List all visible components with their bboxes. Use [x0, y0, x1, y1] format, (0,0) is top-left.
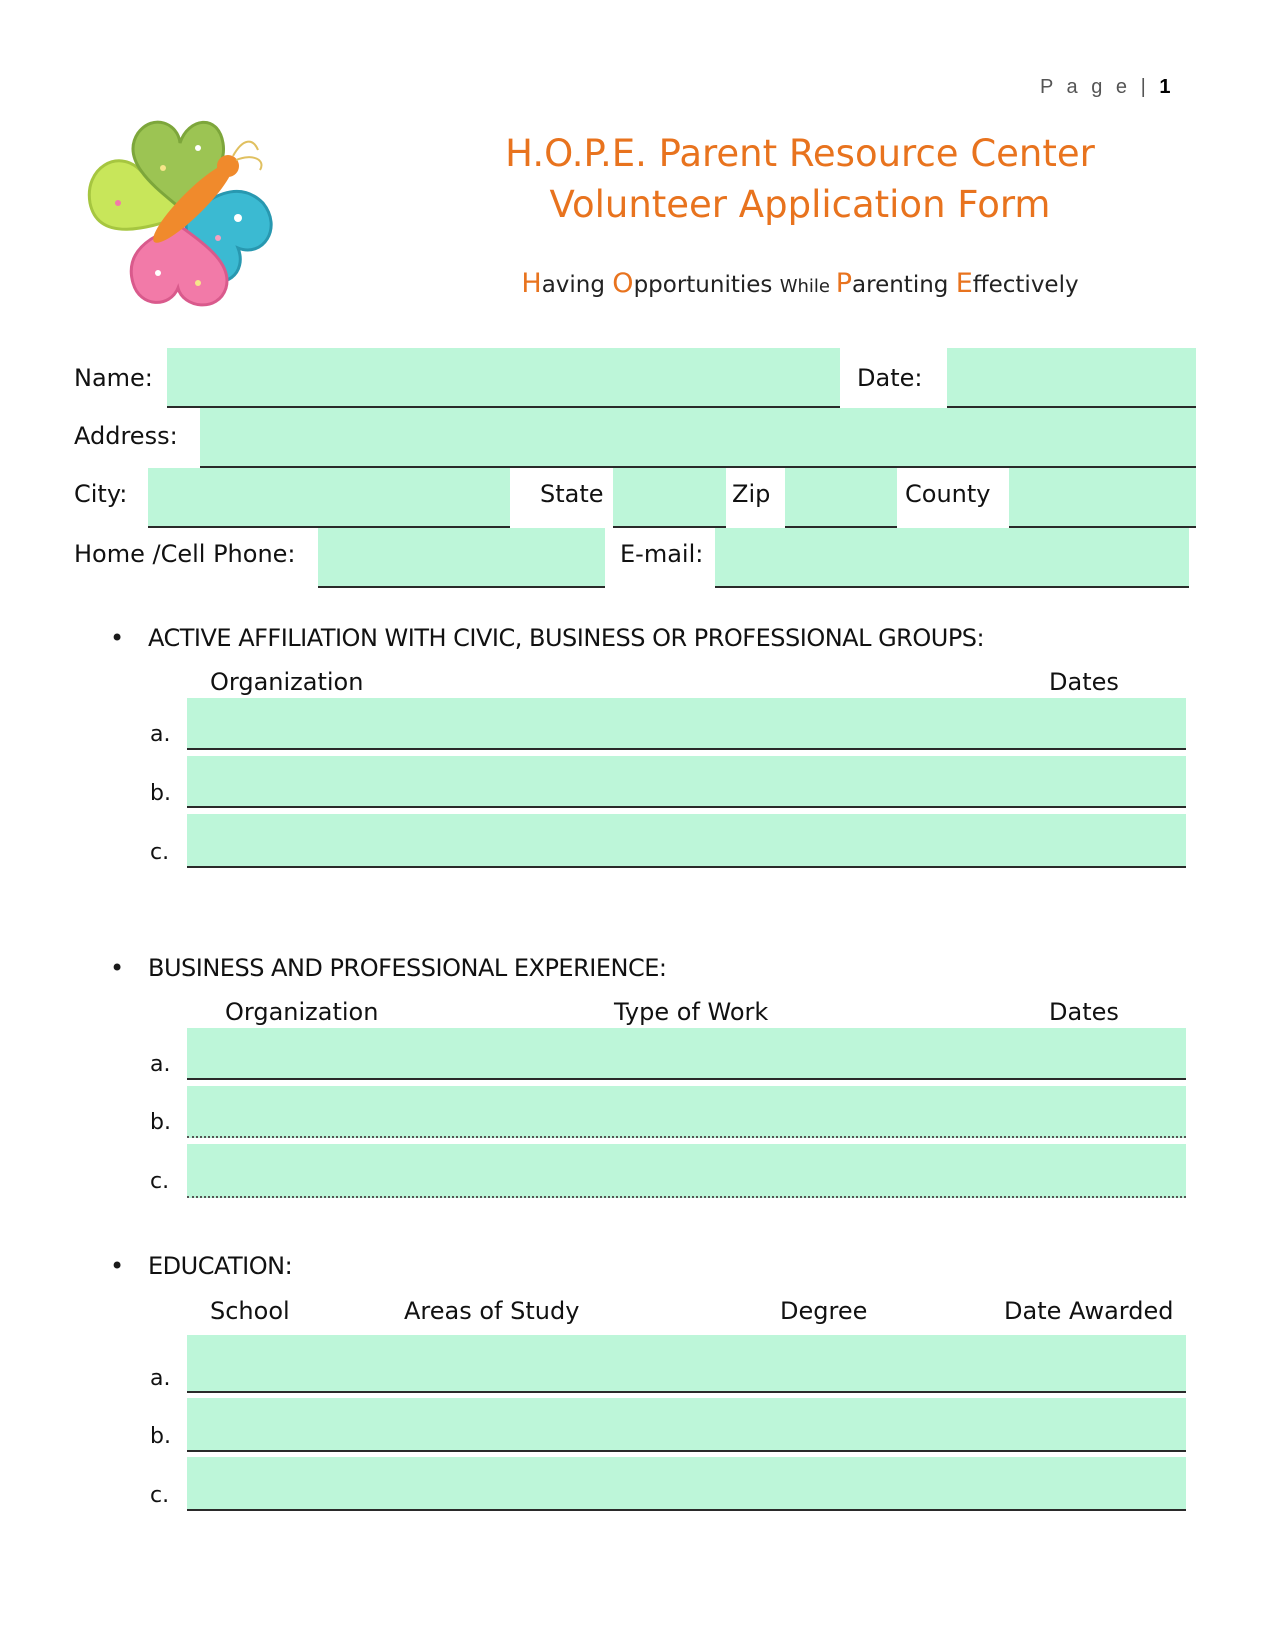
page-number: [1040, 76, 1170, 99]
experience-row-c-label: c.: [150, 1169, 170, 1194]
education-row-a-label: a.: [150, 1366, 171, 1391]
city-field[interactable]: [148, 468, 510, 528]
education-col-date-awarded: Date Awarded: [1004, 1297, 1174, 1325]
experience-col-dates: Dates: [1049, 998, 1119, 1026]
experience-bullet: •: [110, 954, 125, 982]
experience-title: BUSINESS AND PROFESSIONAL EXPERIENCE:: [148, 954, 667, 982]
experience-row-b-label: b.: [150, 1110, 171, 1135]
date-label: Date:: [857, 364, 923, 392]
education-row-b-field[interactable]: [187, 1398, 1186, 1452]
email-label: E-mail:: [620, 540, 704, 568]
date-field[interactable]: [947, 348, 1196, 408]
tagline-p-rest: arenting: [852, 272, 956, 298]
experience-row-c-field[interactable]: [187, 1144, 1186, 1198]
education-row-c-label: c.: [150, 1483, 170, 1508]
education-col-areas-of-study: Areas of Study: [404, 1297, 580, 1325]
experience-col-type-of-work: Type of Work: [614, 998, 769, 1026]
county-label: County: [905, 480, 991, 508]
state-label: State: [540, 480, 604, 508]
tagline-h-cap: H: [521, 268, 542, 299]
zip-field[interactable]: [785, 468, 897, 528]
county-field[interactable]: [1009, 468, 1196, 528]
name-field[interactable]: [167, 348, 840, 408]
education-col-school: School: [210, 1297, 290, 1325]
form-title-line2: Volunteer Application Form: [549, 183, 1051, 226]
zip-label: Zip: [732, 480, 771, 508]
phone-label: Home /Cell Phone:: [74, 540, 296, 568]
phone-field[interactable]: [318, 528, 605, 588]
city-label: City:: [74, 480, 128, 508]
butterfly-logo-icon: [78, 108, 288, 318]
tagline-o-rest: pportunities: [633, 272, 780, 298]
page-number-value: 1: [1159, 76, 1171, 98]
experience-row-b-field[interactable]: [187, 1086, 1186, 1138]
education-row-c-field[interactable]: [187, 1457, 1186, 1511]
tagline-while: While: [779, 276, 836, 297]
affiliation-row-a-label: a.: [150, 722, 171, 747]
affiliation-row-c-field[interactable]: [187, 814, 1186, 868]
affiliation-row-a-field[interactable]: [187, 698, 1186, 750]
education-bullet: •: [110, 1252, 125, 1280]
tagline: [440, 268, 1160, 299]
affiliation-row-c-label: c.: [150, 840, 170, 865]
affiliation-title: ACTIVE AFFILIATION WITH CIVIC, BUSINESS OR PROFESSIONAL GROUPS:: [148, 624, 985, 652]
education-col-degree: Degree: [780, 1297, 868, 1325]
form-title-line1: H.O.P.E. Parent Resource Center: [505, 132, 1095, 175]
page-label: P a g e: [1040, 76, 1132, 98]
education-row-b-label: b.: [150, 1424, 171, 1449]
affiliation-col-dates: Dates: [1049, 668, 1119, 696]
affiliation-col-organization: Organization: [210, 668, 364, 696]
education-title: EDUCATION:: [148, 1252, 293, 1280]
tagline-h-rest: aving: [541, 272, 613, 298]
email-field[interactable]: [715, 528, 1189, 588]
state-field[interactable]: [613, 468, 726, 528]
tagline-p-cap: P: [835, 268, 853, 299]
address-field[interactable]: [200, 408, 1196, 468]
affiliation-row-b-label: b.: [150, 781, 171, 806]
affiliation-row-b-field[interactable]: [187, 756, 1186, 808]
name-label: Name:: [74, 364, 153, 392]
experience-row-a-field[interactable]: [187, 1028, 1186, 1080]
tagline-e-rest: ffectively: [972, 272, 1079, 298]
experience-col-organization: Organization: [225, 998, 379, 1026]
page-separator: |: [1140, 76, 1150, 98]
affiliation-bullet: •: [110, 624, 125, 652]
tagline-e-cap: E: [955, 268, 973, 299]
address-label: Address:: [74, 422, 178, 450]
tagline-o-cap: O: [612, 268, 634, 299]
education-row-a-field[interactable]: [187, 1335, 1186, 1393]
experience-row-a-label: a.: [150, 1052, 171, 1077]
